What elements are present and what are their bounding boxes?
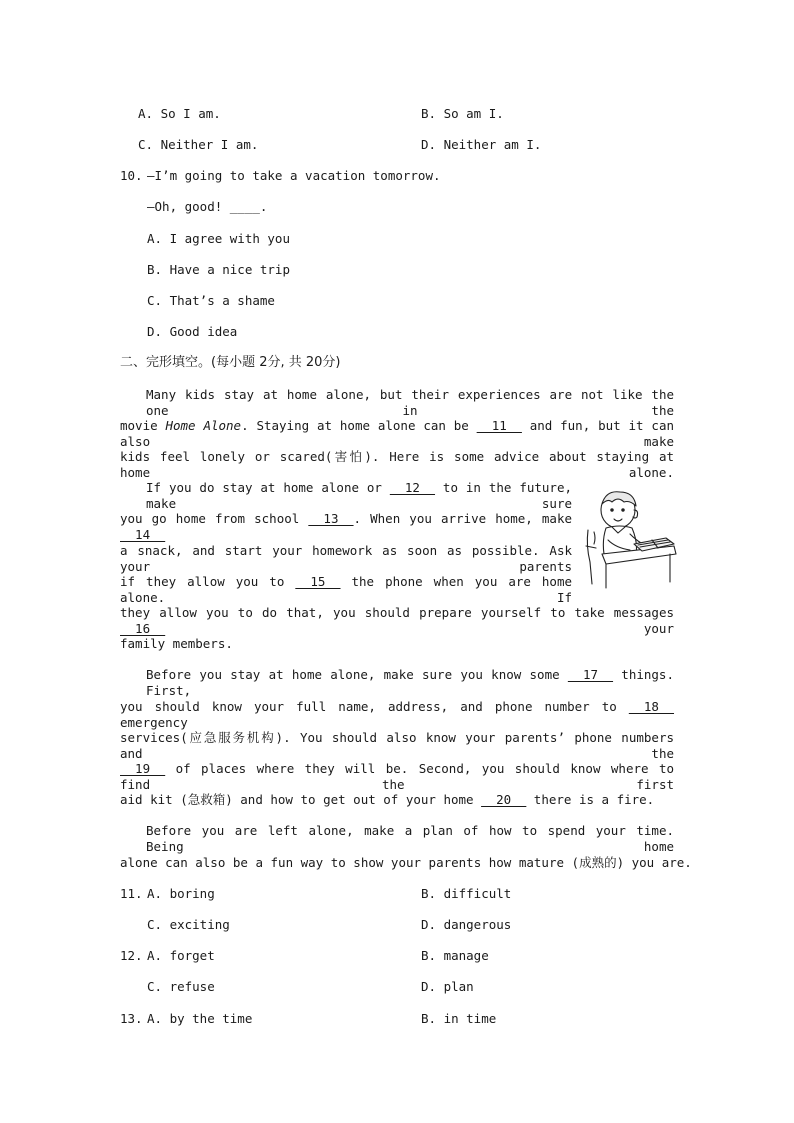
passage-p2-line-5: they allow you to do that, you should prepare yourself to take messages __16__ your: [120, 605, 674, 636]
q11-number: 11.: [120, 886, 143, 901]
q11-option-c: C. exciting: [147, 917, 230, 932]
blank-15: __15__: [295, 574, 341, 589]
passage-p4-line-1: Before you are left alone, make a plan of how to spend your time. Being home: [146, 823, 674, 854]
passage-p1-line-1: Many kids stay at home alone, but their experiences are not like the one in the: [146, 387, 674, 418]
blank-20: __20__: [481, 792, 527, 807]
q10-line-2: —Oh, good! ____.: [147, 199, 268, 214]
q13-option-b: B. in time: [421, 1011, 497, 1026]
section-heading: 二、完形填空。(每小题 2分, 共 20分): [120, 355, 341, 370]
q10-option-d: D. Good idea: [147, 324, 238, 339]
passage-p3-line-1: Before you stay at home alone, make sure you know some __17__ things. First,: [146, 667, 674, 698]
passage-p3-line-4: __19__ of places where they will be. Second, you should know where to find the first: [120, 761, 674, 792]
q11-option-d: D. dangerous: [421, 917, 512, 932]
q12-option-b: B. manage: [421, 948, 489, 963]
q10-number: 10.: [120, 168, 143, 183]
passage-p2-line-1: If you do stay at home alone or __12__ to in the future, make sure: [146, 480, 572, 511]
passage-p4-line-2: alone can also be a fun way to show your parents how mature (成熟的) you are.: [120, 855, 692, 870]
blank-19: __19__: [120, 761, 166, 776]
blank-11: __11__: [476, 418, 522, 433]
blank-18: __18__: [628, 699, 674, 714]
passage-p3-line-3: services(应急服务机构). You should also know your parents’ phone numbers and the: [120, 730, 674, 761]
q10-option-b: B. Have a nice trip: [147, 262, 290, 277]
blank-16: __16__: [120, 621, 166, 636]
passage-p2-line-4: if they allow you to __15__ the phone when you are home alone. If: [120, 574, 573, 605]
passage-p1-line-2: movie Home Alone. Staying at home alone can be __11__ and fun, but it can also make: [120, 418, 675, 449]
q11-option-a: A. boring: [147, 886, 215, 901]
passage-p2-line-2: you go home from school __13__. When you arrive home, make __14__: [120, 511, 572, 542]
blank-13: __13__: [308, 511, 354, 526]
passage-p1-line-3: kids feel lonely or scared(害怕). Here is some advice about staying at home alone.: [120, 449, 674, 480]
q12-number: 12.: [120, 948, 143, 963]
q10-option-c: C. That’s a shame: [147, 293, 275, 308]
q12-option-d: D. plan: [421, 979, 474, 994]
blank-12: __12__: [389, 480, 436, 495]
q9-option-b: B. So am I.: [421, 106, 504, 121]
q12-option-c: C. refuse: [147, 979, 215, 994]
passage-p2-line-6: family members.: [120, 636, 233, 651]
q9-option-c: C. Neither I am.: [138, 137, 259, 152]
movie-title: Home Alone: [165, 418, 242, 433]
q13-number: 13.: [120, 1011, 143, 1026]
passage-p2-line-3: a snack, and start your homework as soon as possible. Ask your parents: [120, 543, 572, 574]
blank-17: __17__: [567, 667, 614, 682]
boy-studying-illustration: [582, 488, 678, 592]
q9-option-d: D. Neither am I.: [421, 137, 542, 152]
q10-option-a: A. I agree with you: [147, 231, 290, 246]
q9-option-a: A. So I am.: [138, 106, 221, 121]
q11-option-b: B. difficult: [421, 886, 512, 901]
passage-p3-line-5: aid kit (急救箱) and how to get out of your home __20__ there is a fire.: [120, 792, 655, 807]
blank-14: __14__: [120, 527, 166, 542]
passage-p3-line-2: you should know your full name, address, and phone number to __18__ emergency: [120, 699, 674, 730]
q12-option-a: A. forget: [147, 948, 215, 963]
q10-line-1: —I’m going to take a vacation tomorrow.: [147, 168, 441, 183]
q13-option-a: A. by the time: [147, 1011, 253, 1026]
